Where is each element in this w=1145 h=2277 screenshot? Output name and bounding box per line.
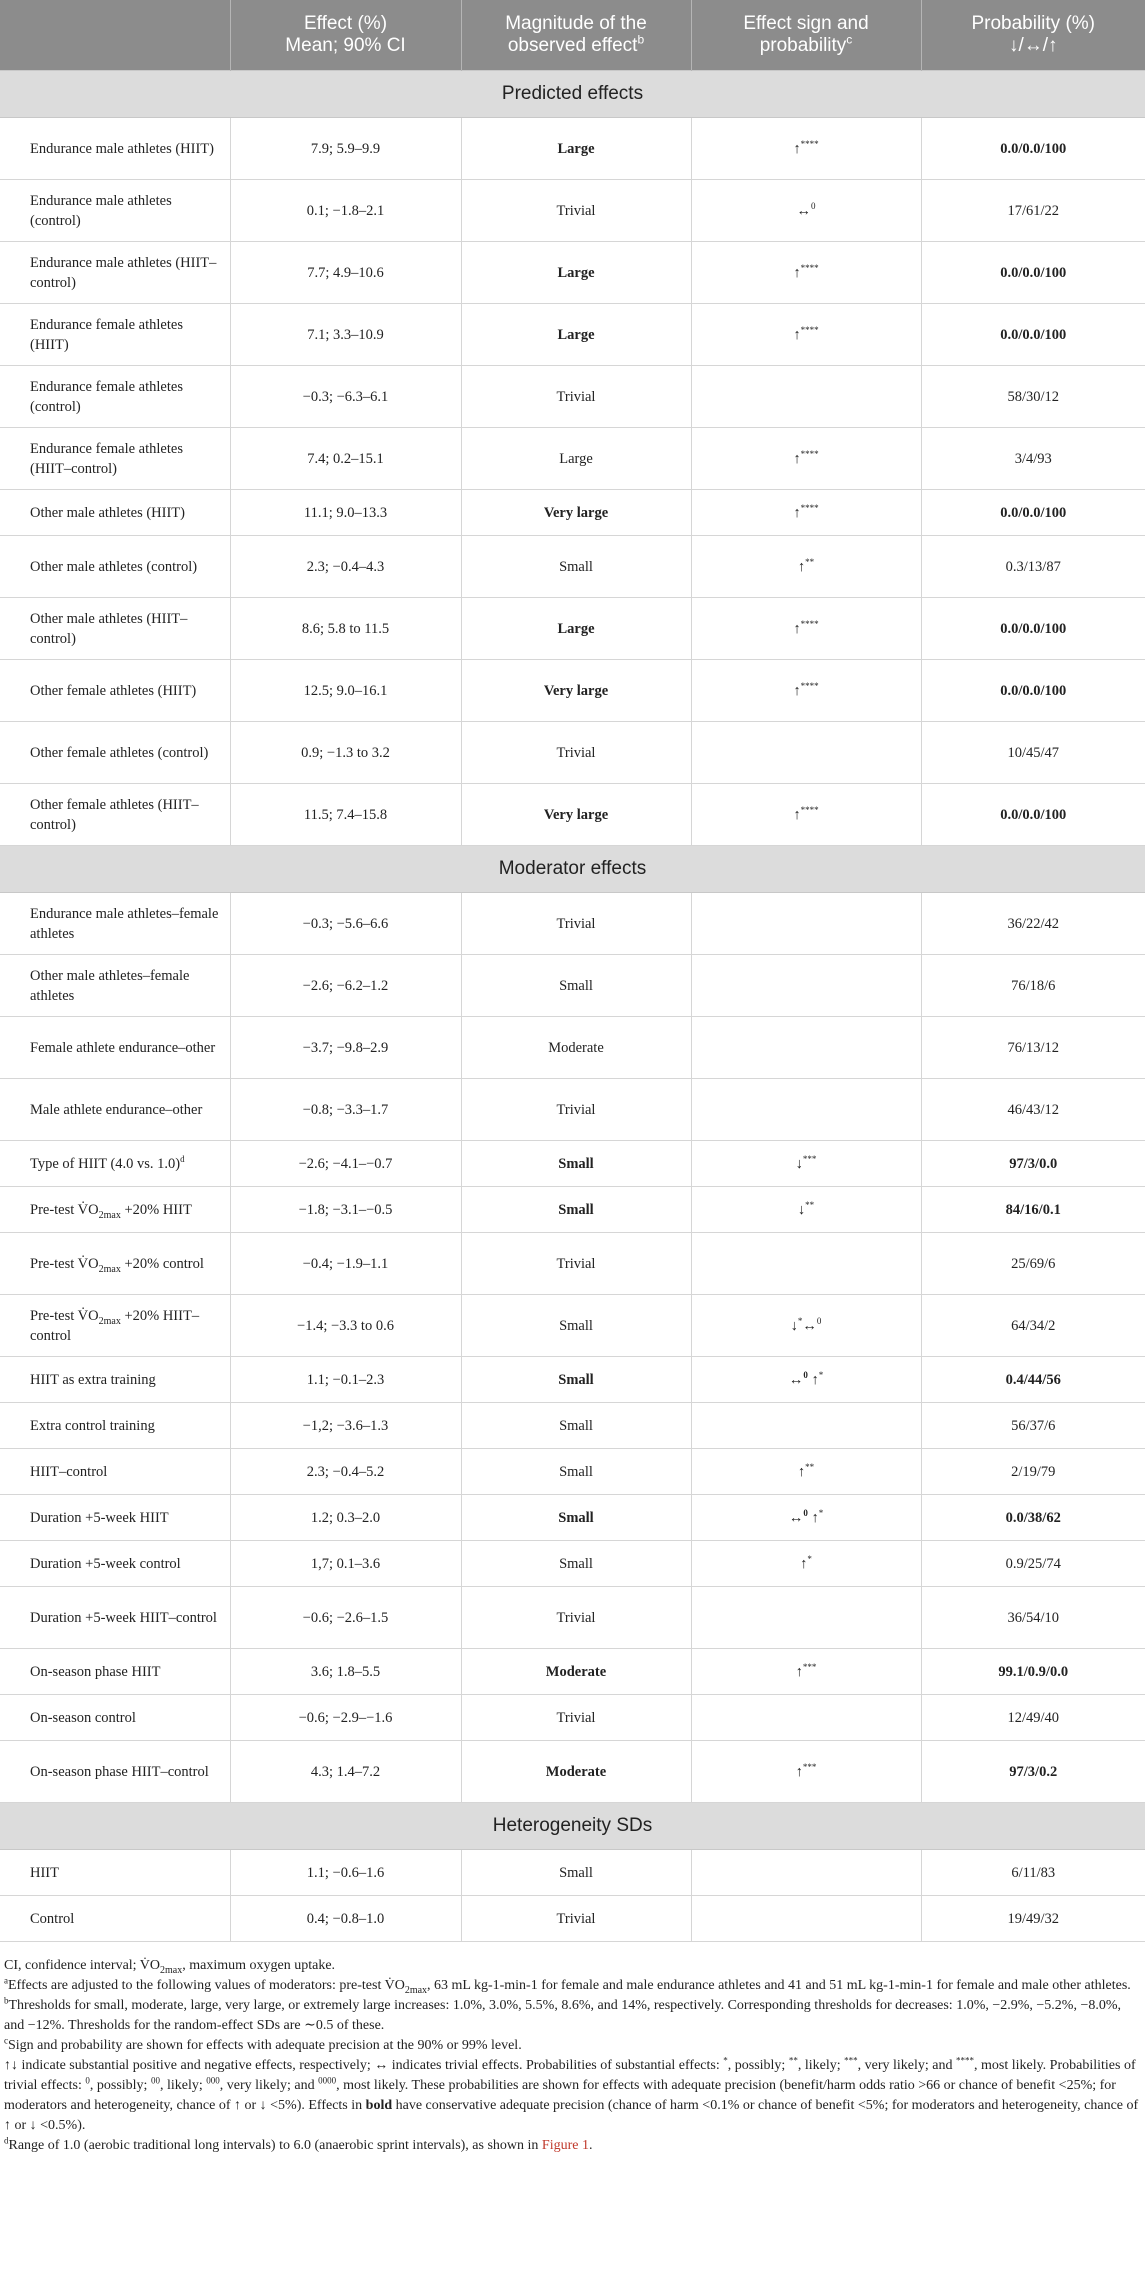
sign-cell [691, 1695, 921, 1741]
probability-cell: 46/43/12 [921, 1079, 1145, 1141]
effect-cell: −0.6; −2.6–1.5 [230, 1587, 461, 1649]
table-row [0, 1495, 1145, 1541]
magnitude-cell: Very large [461, 490, 691, 536]
sign-cell: ↑**** [691, 242, 921, 304]
effect-cell: 2.3; −0.4–4.3 [230, 536, 461, 598]
effect-cell: 0.9; −1.3 to 3.2 [230, 722, 461, 784]
footnote-c: $^c$Sign and probability are shown for effects with adequate precision at the 90% or 99% level. [4, 2035, 522, 2053]
effect-cell: 12.5; 9.0–16.1 [230, 660, 461, 722]
table-row [0, 1079, 1145, 1141]
magnitude-cell: Small [461, 1295, 691, 1357]
magnitude-cell: Trivial [461, 180, 691, 242]
effect-cell: 7.1; 3.3–10.9 [230, 304, 461, 366]
row-label: Duration +5-week HIIT [0, 1495, 230, 1541]
probability-cell: 10/45/47 [921, 722, 1145, 784]
sign-cell: ↑* [691, 1541, 921, 1587]
header-sign: Effect sign and probability$^c$ [691, 0, 921, 71]
row-label: Pre-test $V̇O_{2max} +20\%$ control [0, 1233, 230, 1295]
row-label: Other male athletes (HIIT) [0, 490, 230, 536]
table-row [0, 1357, 1145, 1403]
effect-cell: 3.6; 1.8–5.5 [230, 1649, 461, 1695]
magnitude-cell: Large [461, 428, 691, 490]
section-title: Moderator effects [0, 846, 1145, 893]
sign-cell [691, 1079, 921, 1141]
sign-cell [691, 366, 921, 428]
effect-cell: 4.3; 1.4–7.2 [230, 1741, 461, 1803]
probability-cell: 64/34/2 [921, 1295, 1145, 1357]
section-row-moderator [0, 846, 1145, 893]
probability-cell: 2/19/79 [921, 1449, 1145, 1495]
table-row [0, 893, 1145, 955]
sign-cell: ↑** [691, 1449, 921, 1495]
magnitude-cell: Trivial [461, 1587, 691, 1649]
header-effect: Effect (%) Mean; 90% CI [230, 0, 461, 71]
probability-cell: 76/13/12 [921, 1017, 1145, 1079]
probability-cell: 56/37/6 [921, 1403, 1145, 1449]
effect-cell: 0.4; −0.8–1.0 [230, 1896, 461, 1942]
magnitude-cell: Trivial [461, 722, 691, 784]
footnote-ci: CI, confidence interval; $V̇O_{2max}$, maximum oxygen uptake. [4, 1958, 336, 1976]
row-label: Other male athletes (control) [0, 536, 230, 598]
table-row [0, 304, 1145, 366]
probability-cell: 0.0/0.0/100 [921, 490, 1145, 536]
magnitude-cell: Small [461, 536, 691, 598]
sign-cell: ↑**** [691, 490, 921, 536]
magnitude-cell: Small [461, 1403, 691, 1449]
magnitude-cell: Small [461, 1495, 691, 1541]
magnitude-cell: Small [461, 1449, 691, 1495]
magnitude-cell: Trivial [461, 366, 691, 428]
section-row-predicted [0, 71, 1145, 118]
sign-cell: ↑**** [691, 660, 921, 722]
row-label: Endurance female athletes (control) [0, 366, 230, 428]
magnitude-cell: Large [461, 242, 691, 304]
probability-cell: 0.0/0.0/100 [921, 242, 1145, 304]
probability-cell: 76/18/6 [921, 955, 1145, 1017]
effect-cell: 11.5; 7.4–15.8 [230, 784, 461, 846]
effect-cell: −0.8; −3.3–1.7 [230, 1079, 461, 1141]
probability-cell: 0.0/0.0/100 [921, 598, 1145, 660]
probability-cell: 25/69/6 [921, 1233, 1145, 1295]
magnitude-cell: Moderate [461, 1017, 691, 1079]
sign-cell [691, 722, 921, 784]
probability-cell: 58/30/12 [921, 366, 1145, 428]
probability-cell: 6/11/83 [921, 1850, 1145, 1896]
table-row [0, 1141, 1145, 1187]
row-label: Other female athletes (control) [0, 722, 230, 784]
magnitude-cell: Large [461, 598, 691, 660]
magnitude-cell: Large [461, 118, 691, 180]
row-label: HIIT [0, 1850, 230, 1896]
probability-cell: 36/22/42 [921, 893, 1145, 955]
table-row [0, 660, 1145, 722]
row-label: Endurance male athletes (HIIT–control) [0, 242, 230, 304]
footnote-d: $^d$Range of 1.0 (aerobic traditional long intervals) to 6.0 (anaerobic sprint intervals), as shown in Figure 1. [4, 2135, 593, 2153]
row-label: Duration +5-week control [0, 1541, 230, 1587]
row-label: Control [0, 1896, 230, 1942]
sign-cell [691, 1233, 921, 1295]
sign-cell [691, 893, 921, 955]
magnitude-cell: Very large [461, 784, 691, 846]
probability-cell: 12/49/40 [921, 1695, 1145, 1741]
effect-cell: −1.4; −3.3 to 0.6 [230, 1295, 461, 1357]
probability-cell: 0.0/0.0/100 [921, 304, 1145, 366]
row-label: Other female athletes (HIIT) [0, 660, 230, 722]
probability-cell: 36/54/10 [921, 1587, 1145, 1649]
table-footnotes [0, 1942, 1145, 2156]
row-label: On-season phase HIIT [0, 1649, 230, 1695]
effect-cell: −0.3; −6.3–6.1 [230, 366, 461, 428]
magnitude-cell: Small [461, 1141, 691, 1187]
effect-cell: −1.8; −3.1–−0.5 [230, 1187, 461, 1233]
row-label: Endurance female athletes (HIIT–control) [0, 428, 230, 490]
table-row [0, 1295, 1145, 1357]
effect-cell: −0.3; −5.6–6.6 [230, 893, 461, 955]
row-label: Type of HIIT (4.0 vs. 1.0)$^d$ [0, 1141, 230, 1187]
table-row [0, 1741, 1145, 1803]
table-row [0, 1695, 1145, 1741]
sign-cell: ↑**** [691, 304, 921, 366]
table-row [0, 1587, 1145, 1649]
table-row [0, 1850, 1145, 1896]
effect-cell: −0.6; −2.9–−1.6 [230, 1695, 461, 1741]
probability-cell: 0.3/13/87 [921, 536, 1145, 598]
row-label: Male athlete endurance–other [0, 1079, 230, 1141]
magnitude-cell: Trivial [461, 1233, 691, 1295]
sign-cell: ↓*** [691, 1141, 921, 1187]
table-row [0, 1403, 1145, 1449]
probability-cell: 0.0/38/62 [921, 1495, 1145, 1541]
effect-cell: 8.6; 5.8 to 11.5 [230, 598, 461, 660]
probability-cell: 17/61/22 [921, 180, 1145, 242]
table-row [0, 1449, 1145, 1495]
table-row [0, 366, 1145, 428]
sign-cell: ↑*** [691, 1741, 921, 1803]
sign-cell: ↔$^0$ ↑* [691, 1495, 921, 1541]
row-label: Other male athletes–female athletes [0, 955, 230, 1017]
table-row [0, 1541, 1145, 1587]
magnitude-cell: Very large [461, 660, 691, 722]
sign-cell: ↔$^0$ ↑* [691, 1357, 921, 1403]
sign-cell: ↑**** [691, 598, 921, 660]
magnitude-cell: Trivial [461, 893, 691, 955]
magnitude-cell: Small [461, 955, 691, 1017]
effect-cell: −0.4; −1.9–1.1 [230, 1233, 461, 1295]
row-label: Endurance male athletes–female athletes [0, 893, 230, 955]
header-probability: Probability (%) ↓/↔/↑ [921, 0, 1145, 71]
table-row [0, 536, 1145, 598]
probability-cell: 97/3/0.0 [921, 1141, 1145, 1187]
probability-cell: 19/49/32 [921, 1896, 1145, 1942]
magnitude-cell: Small [461, 1850, 691, 1896]
magnitude-cell: Trivial [461, 1896, 691, 1942]
row-label: Duration +5-week HIIT–control [0, 1587, 230, 1649]
magnitude-cell: Trivial [461, 1695, 691, 1741]
table-row [0, 955, 1145, 1017]
magnitude-cell: Trivial [461, 1079, 691, 1141]
probability-cell: 3/4/93 [921, 428, 1145, 490]
probability-cell: 84/16/0.1 [921, 1187, 1145, 1233]
table-row [0, 598, 1145, 660]
sign-cell: ↑**** [691, 784, 921, 846]
effect-cell: −2.6; −6.2–1.2 [230, 955, 461, 1017]
row-label: Pre-test $V̇O_{2max} +20\%$ HIIT–control [0, 1295, 230, 1357]
table-row [0, 1233, 1145, 1295]
magnitude-cell: Small [461, 1357, 691, 1403]
effect-cell: 1.2; 0.3–2.0 [230, 1495, 461, 1541]
effect-cell: −3.7; −9.8–2.9 [230, 1017, 461, 1079]
table-row [0, 1187, 1145, 1233]
magnitude-cell: Moderate [461, 1741, 691, 1803]
sign-cell: ↔$^0$ [691, 180, 921, 242]
probability-cell: 97/3/0.2 [921, 1741, 1145, 1803]
row-label: Other female athletes (HIIT–control) [0, 784, 230, 846]
sign-cell [691, 1017, 921, 1079]
table-row [0, 784, 1145, 846]
header-label [0, 0, 230, 71]
effect-cell: 1,7; 0.1–3.6 [230, 1541, 461, 1587]
row-label: Female athlete endurance–other [0, 1017, 230, 1079]
footnote-arrows: ↑↓ indicate substantial positive and negative effects, respectively; ↔ indicates trivial effects. Probabilities of substantial effects: *, possibly; **, likely; ***, very likely; and ****, most likely. Probabilities of trivial effects: $^0$, possibly; $^{00}$, likely; $^{000}$, very likely; and $^{0000}$, most likely. These probabilities are shown for effects with adequate precision (benefit/harm odds ratio >66 or chance of benefit <25%; for moderators and heterogeneity, chance of ↑ or ↓ <5%). Effects in bold have conservative adequate precision (chance of harm <0.1% or chance of benefit <5%; for moderators and heterogeneity, chance of ↑ or ↓ <0.5%). [4, 2055, 1139, 2133]
row-label: Pre-test $V̇O_{2max} +20\%$ HIIT [0, 1187, 230, 1233]
sign-cell [691, 1587, 921, 1649]
effect-cell: 7.9; 5.9–9.9 [230, 118, 461, 180]
row-label: On-season phase HIIT–control [0, 1741, 230, 1803]
magnitude-cell: Moderate [461, 1649, 691, 1695]
sign-cell: ↑*** [691, 1649, 921, 1695]
probability-cell: 0.9/25/74 [921, 1541, 1145, 1587]
footnote-a: $^a$Effects are adjusted to the following values of moderators: pre-test $V̇O_{2max}$, 63 mL kg-1-min-1 for female and male endurance athletes and 41 and 51 mL kg-1-min-1 for female and male other athletes. [4, 1975, 1131, 1996]
table-row [0, 180, 1145, 242]
table-row [0, 490, 1145, 536]
table-row [0, 242, 1145, 304]
effect-cell: 7.4; 0.2–15.1 [230, 428, 461, 490]
effect-cell: 7.7; 4.9–10.6 [230, 242, 461, 304]
row-label: Endurance male athletes (HIIT) [0, 118, 230, 180]
table-row [0, 118, 1145, 180]
probability-cell: 0.0/0.0/100 [921, 118, 1145, 180]
footnote-b: $^b$Thresholds for small, moderate, large, very large, or extremely large increases: 1.0%, 3.0%, 5.5%, 8.6%, and 14%, respectively. Corresponding thresholds for decreases: 1.0%, −2.9%, −5.2%, −8.0%, and −12%. Thresholds for the random-effect SDs are ∼0.5 of these. [4, 1995, 1122, 2033]
sign-cell [691, 1403, 921, 1449]
probability-cell: 0.0/0.0/100 [921, 660, 1145, 722]
sign-cell [691, 1896, 921, 1942]
table-row [0, 1017, 1145, 1079]
effect-cell: 11.1; 9.0–13.3 [230, 490, 461, 536]
row-label: Endurance male athletes (control) [0, 180, 230, 242]
probability-cell: 0.4/44/56 [921, 1357, 1145, 1403]
table-header-row [0, 0, 1145, 71]
table-row [0, 1649, 1145, 1695]
row-label: HIIT–control [0, 1449, 230, 1495]
header-magnitude: Magnitude of the observed effect$^b$ [461, 0, 691, 71]
effect-cell: 0.1; −1.8–2.1 [230, 180, 461, 242]
effect-cell: −1,2; −3.6–1.3 [230, 1403, 461, 1449]
section-title: Heterogeneity SDs [0, 1803, 1145, 1850]
row-label: Other male athletes (HIIT–control) [0, 598, 230, 660]
magnitude-cell: Small [461, 1187, 691, 1233]
probability-cell: 0.0/0.0/100 [921, 784, 1145, 846]
sign-cell: ↑** [691, 536, 921, 598]
table-row [0, 428, 1145, 490]
sign-cell: ↓*↔$^0$ [691, 1295, 921, 1357]
table-row [0, 722, 1145, 784]
effect-cell: −2.6; −4.1–−0.7 [230, 1141, 461, 1187]
row-label: On-season control [0, 1695, 230, 1741]
magnitude-cell: Small [461, 1541, 691, 1587]
magnitude-cell: Large [461, 304, 691, 366]
row-label: Endurance female athletes (HIIT) [0, 304, 230, 366]
section-row-heterogeneity [0, 1803, 1145, 1850]
sign-cell: ↑**** [691, 428, 921, 490]
effect-cell: 1.1; −0.1–2.3 [230, 1357, 461, 1403]
probability-cell: 99.1/0.9/0.0 [921, 1649, 1145, 1695]
sign-cell [691, 955, 921, 1017]
effect-cell: 1.1; −0.6–1.6 [230, 1850, 461, 1896]
figure-1-link[interactable]: Figure 1 [541, 2138, 589, 2153]
section-title: Predicted effects [0, 71, 1145, 118]
sign-cell [691, 1850, 921, 1896]
table-row [0, 1896, 1145, 1942]
effect-cell: 2.3; −0.4–5.2 [230, 1449, 461, 1495]
sign-cell: ↓** [691, 1187, 921, 1233]
sign-cell: ↑**** [691, 118, 921, 180]
row-label: Extra control training [0, 1403, 230, 1449]
row-label: HIIT as extra training [0, 1357, 230, 1403]
